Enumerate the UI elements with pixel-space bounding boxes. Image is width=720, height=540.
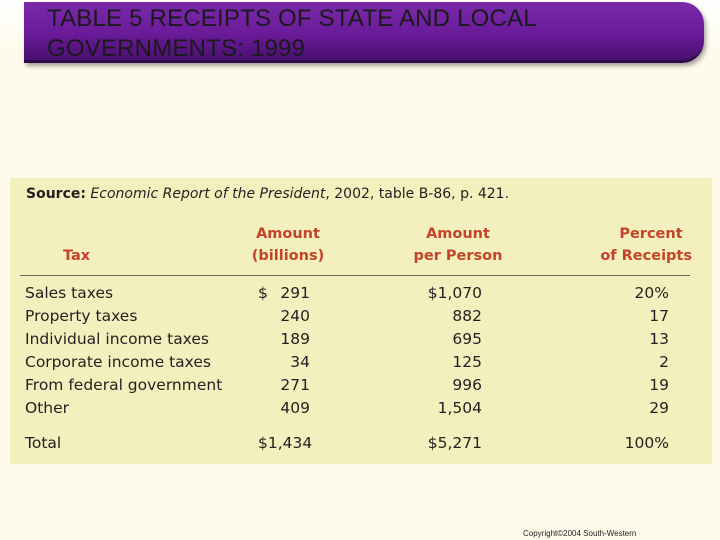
percent-of-receipts: 2 <box>659 353 669 371</box>
total-amount: $1,434 <box>258 434 313 452</box>
amount-per-person: $1,070 <box>427 284 482 302</box>
amount-billions: 240 <box>280 307 310 325</box>
table-row <box>10 305 712 328</box>
copyright-notice: Copyright©2004 South-Western <box>523 529 637 538</box>
table-row <box>10 328 712 351</box>
tax-name: Individual income taxes <box>25 330 209 348</box>
header-percent-line2: of Receipts <box>600 248 692 264</box>
total-row <box>10 432 712 455</box>
source-title: Economic Report of the President <box>90 186 326 202</box>
percent-of-receipts: 29 <box>649 399 669 417</box>
percent-of-receipts: 20% <box>634 284 669 302</box>
percent-of-receipts: 13 <box>649 330 669 348</box>
amount-per-person: 695 <box>452 330 482 348</box>
amount-per-person: 1,504 <box>437 399 482 417</box>
source-note <box>26 186 509 202</box>
table-row <box>10 397 712 420</box>
source-label: Source: <box>26 186 86 202</box>
header-per-person-line2: per Person <box>413 248 503 264</box>
header-rule <box>20 275 690 276</box>
header-per-person-line1: Amount <box>426 226 490 242</box>
dollar-sign: $ <box>258 284 268 302</box>
total-per-person: $5,271 <box>427 434 482 452</box>
table-row <box>10 374 712 397</box>
tax-name: Property taxes <box>25 307 138 325</box>
header-percent-line1: Percent <box>619 226 683 242</box>
source-detail: , 2002, table B-86, p. 421. <box>325 186 510 202</box>
tax-name: Sales taxes <box>25 284 114 302</box>
amount-billions: 291 <box>280 284 310 302</box>
amount-billions: 189 <box>280 330 310 348</box>
percent-of-receipts: 19 <box>649 376 669 394</box>
slide-title: TABLE 5 RECEIPTS OF STATE AND LOCAL GOVERNMENTS: 1999 <box>47 5 537 62</box>
amount-per-person: 996 <box>452 376 482 394</box>
tax-name: Other <box>25 399 70 417</box>
table-row <box>10 282 712 305</box>
amount-billions: 34 <box>290 353 310 371</box>
tax-name: From federal government <box>25 376 223 394</box>
amount-per-person: 882 <box>452 307 482 325</box>
header-amount-line2: (billions) <box>251 248 325 264</box>
amount-per-person: 125 <box>452 353 482 371</box>
header-amount-line1: Amount <box>256 226 320 242</box>
total-percent: 100% <box>624 434 669 452</box>
header-tax: Tax <box>63 248 91 264</box>
percent-of-receipts: 17 <box>649 307 669 325</box>
table-row <box>10 351 712 374</box>
receipts-table <box>10 178 712 464</box>
amount-billions: 271 <box>280 376 310 394</box>
tax-name: Corporate income taxes <box>25 353 211 371</box>
total-label: Total <box>25 434 62 452</box>
amount-billions: 409 <box>280 399 310 417</box>
